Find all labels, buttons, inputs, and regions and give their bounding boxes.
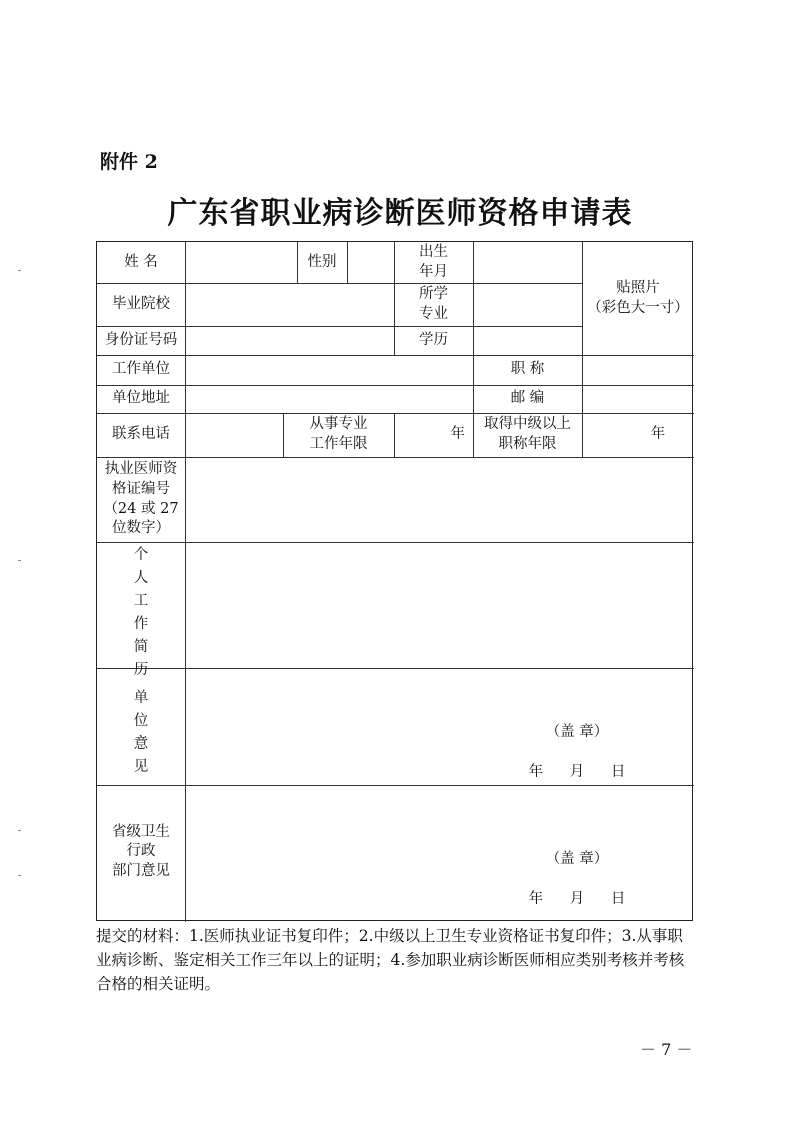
- label-dept-opinion: 省级卫生 行政 部门意见: [112, 823, 170, 879]
- label-resume: 个人工作简历: [133, 547, 149, 678]
- application-form: [96, 241, 693, 921]
- seal-1: （盖 章）: [545, 724, 609, 741]
- label-education: 学历: [419, 331, 448, 348]
- name-field[interactable]: [185, 242, 297, 283]
- birth-field[interactable]: [473, 242, 582, 283]
- work-unit-field[interactable]: [185, 355, 473, 385]
- education-field[interactable]: [473, 326, 582, 355]
- gender-field[interactable]: [347, 242, 394, 283]
- label-work-unit: 工作单位: [112, 361, 170, 378]
- resume-field[interactable]: [185, 542, 694, 668]
- margin-mark: [18, 830, 21, 831]
- label-years-profession: 从事专业 工作年限: [309, 416, 368, 452]
- label-gender: 性别: [307, 253, 337, 270]
- label-postcode: 邮 编: [510, 390, 545, 407]
- label-unit-address: 单位地址: [112, 390, 170, 407]
- page-title: 广东省职业病诊断医师资格申请表: [167, 196, 633, 231]
- postcode-field[interactable]: [582, 385, 694, 413]
- margin-mark: [18, 875, 21, 876]
- photo-box[interactable]: 贴照片 （彩色大一寸）: [587, 279, 689, 316]
- license-number-field[interactable]: [185, 457, 694, 542]
- label-phone: 联系电话: [112, 426, 170, 443]
- major-field[interactable]: [473, 283, 582, 326]
- attachment-label: 附件 2: [100, 151, 158, 173]
- id-number-field[interactable]: [185, 326, 394, 355]
- unit-address-field[interactable]: [185, 385, 473, 413]
- page-number: － 7 －: [640, 1040, 693, 1059]
- label-id-number: 身份证号码: [104, 331, 178, 348]
- margin-mark: [18, 560, 21, 561]
- years-profession-field[interactable]: 年: [450, 426, 465, 443]
- label-unit-opinion: 单位意见: [133, 690, 149, 775]
- title-rank-field[interactable]: [582, 355, 694, 385]
- label-birth: 出生 年月: [419, 243, 448, 280]
- submission-notes: 提交的材料：1.医师执业证书复印件；2.中级以上卫生专业资格证书复印件；3.从事职业病诊断、鉴定相关工作三年以上的证明；4.参加职业病诊断医师相应类别考核并考核合格的相关证明。: [96, 927, 685, 993]
- seal-2: （盖 章）: [545, 851, 609, 868]
- date-1: 年 月 日: [528, 764, 626, 781]
- label-name: 姓 名: [124, 253, 158, 270]
- margin-mark: [18, 270, 21, 271]
- label-major: 所学 专业: [419, 285, 448, 322]
- phone-field[interactable]: [185, 413, 283, 457]
- years-mid-title-field[interactable]: 年: [650, 426, 666, 443]
- date-2: 年 月 日: [528, 891, 626, 908]
- school-field[interactable]: [185, 283, 394, 326]
- label-years-mid-title: 取得中级以上 职称年限: [484, 416, 571, 452]
- label-title-rank: 职 称: [510, 361, 545, 378]
- label-school: 毕业院校: [112, 295, 170, 312]
- label-license-number: 执业医师资 格证编号 （24 或 27 位数字）: [103, 461, 179, 537]
